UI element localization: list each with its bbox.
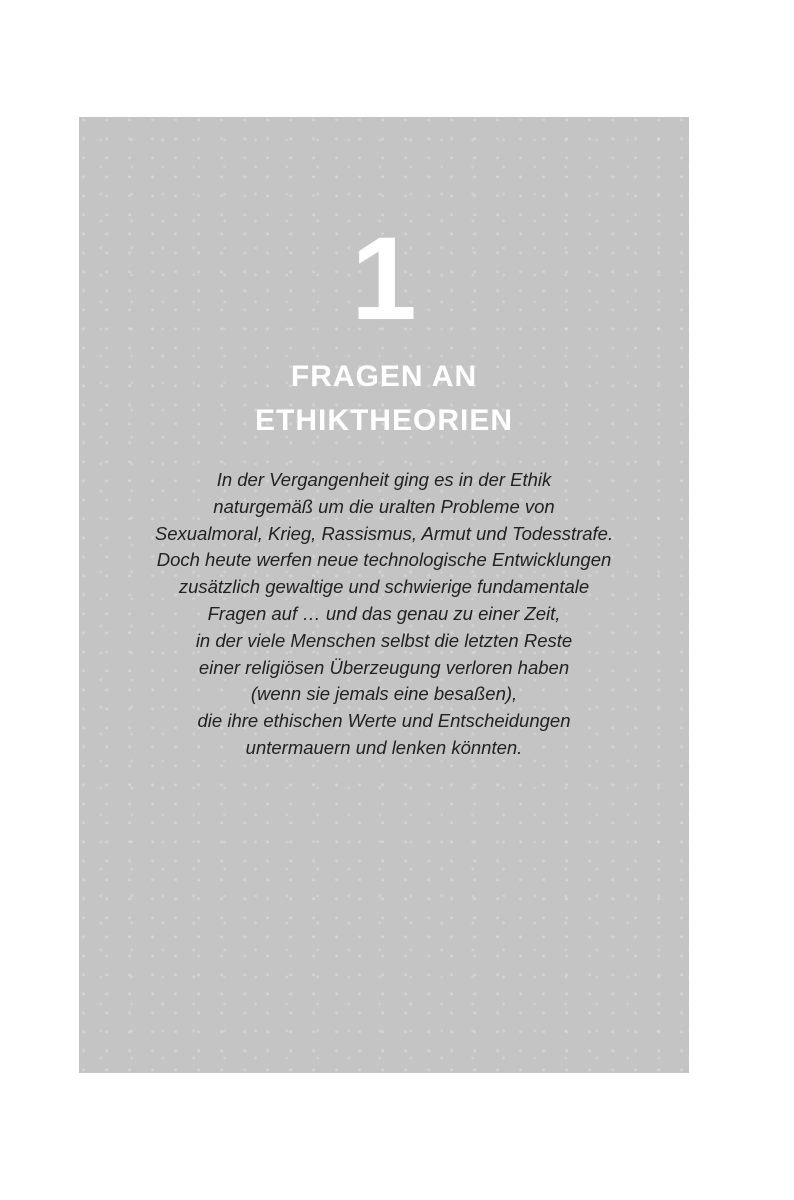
chapter-title-line: FRAGEN AN xyxy=(290,360,478,393)
intro-line: einer religiösen Überzeugung verloren haben xyxy=(198,656,570,678)
intro-line: In der Vergangenheit ging es in der Ethik xyxy=(216,469,552,490)
intro-line: naturgemäß um die uralten Probleme von xyxy=(213,495,555,517)
intro-line: zusätzlich gewaltige und schwierige fundamentale xyxy=(178,576,590,598)
intro-line: die ihre ethischen Werte und Entscheidungen xyxy=(197,710,571,732)
intro-line: Fragen auf … und das genau zu einer Zeit, xyxy=(207,602,561,624)
chapter-number: 1 xyxy=(351,213,417,345)
intro-line: (wenn sie jemals eine besaßen), xyxy=(250,683,518,705)
intro-line: untermauern und lenken könnten. xyxy=(245,736,523,758)
chapter-title xyxy=(79,355,689,443)
chapter-title-line: ETHIKTHEORIEN xyxy=(254,404,513,437)
chapter-intro xyxy=(79,467,689,762)
intro-line: Doch heute werfen neue technologische Entwicklungen xyxy=(156,549,612,571)
intro-line: Sexualmoral, Krieg, Rassismus, Armut und Todesstrafe. xyxy=(154,522,614,544)
intro-line: in der viele Menschen selbst die letzten Reste xyxy=(195,629,573,651)
chapter-title-panel xyxy=(79,117,689,1073)
